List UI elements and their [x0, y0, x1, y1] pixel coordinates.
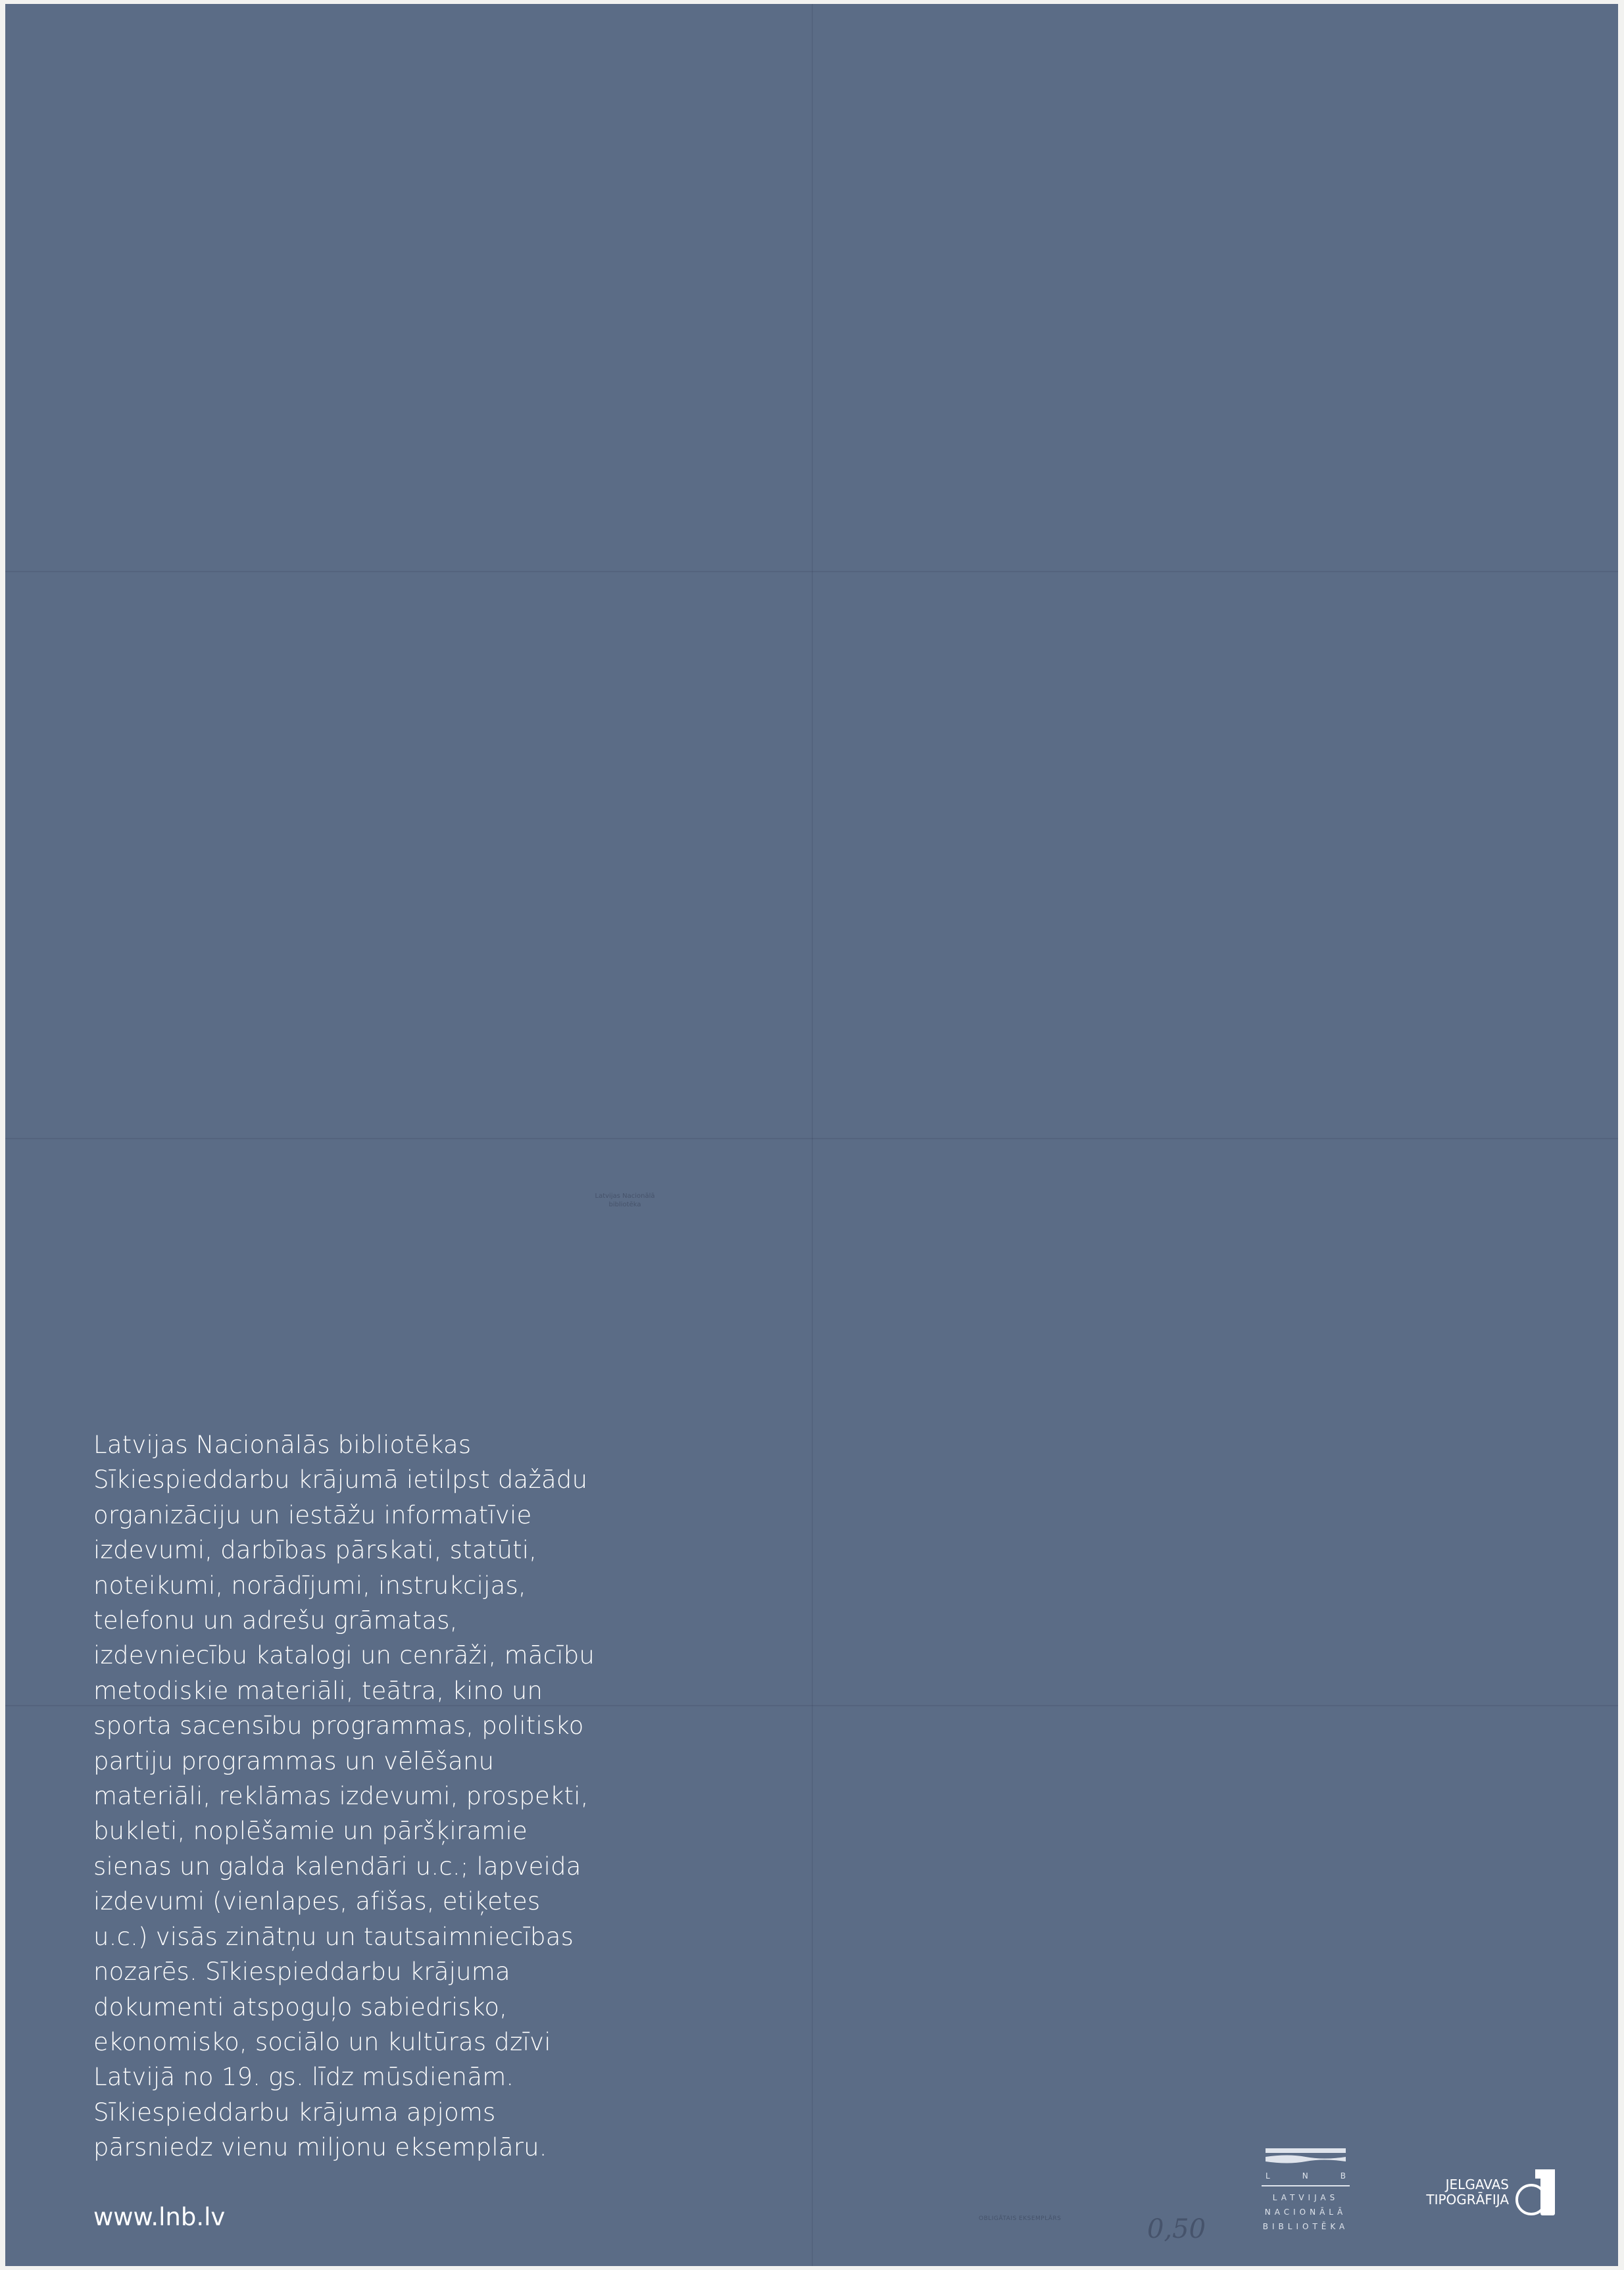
lnb-word: BIBLIOTĒKA — [1262, 2222, 1349, 2231]
lnb-word: NACIONĀLĀ — [1264, 2208, 1347, 2217]
paragraph-line: Sīkiespieddarbu krājumā ietilpst dažādu — [93, 1466, 588, 1494]
stamp-line-1: Latvijas Nacionālā — [595, 1193, 655, 1200]
poster-sheet — [5, 4, 1618, 2266]
lnb-word: LATVIJAS — [1272, 2193, 1339, 2202]
paragraph-line: nozarēs. Sīkiespieddarbu krājuma — [93, 1958, 510, 1986]
paragraph-line: bukleti, noplēšamie un pāršķiramie — [93, 1817, 528, 1846]
paragraph-line: u.c.) visās zinātņu un tautsaimniecības — [93, 1922, 574, 1951]
lnb-letters — [1262, 2171, 1350, 2181]
paragraph-line: materiāli, reklāmas izdevumi, prospekti, — [93, 1782, 589, 1811]
lnb-logo — [1262, 2147, 1350, 2233]
paragraph-line: izdevniecību katalogi un cenrāži, mācību — [93, 1641, 595, 1670]
paragraph-line: partiju programmas un vēlēšanu — [93, 1746, 495, 1775]
horizontal-fold-line — [5, 571, 1618, 572]
library-stamp — [579, 1192, 671, 1209]
printer-logo-text — [1426, 2177, 1509, 2208]
paragraph-line: metodiskie materiāli, teātra, kino un — [93, 1676, 543, 1705]
printer-logo-line: JELGAVAS — [1445, 2177, 1509, 2192]
lnb-letter: B — [1340, 2171, 1346, 2181]
vertical-fold-line — [812, 4, 813, 2266]
paragraph-line: izdevumi, darbības pārskati, statūti, — [93, 1536, 537, 1565]
printer-logo — [1419, 2168, 1564, 2221]
paragraph-line: organizāciju un iestāžu informatīvie — [93, 1500, 532, 1529]
paragraph-line: noteikumi, norādījumi, instrukcijas, — [93, 1571, 526, 1600]
lnb-letter: L — [1266, 2171, 1270, 2181]
lnb-wave-icon — [1262, 2147, 1350, 2167]
paragraph-line: telefonu un adrešu grāmatas, — [93, 1606, 458, 1635]
horizontal-fold-line — [5, 1138, 1618, 1139]
website-link[interactable]: www.lnb.lv — [93, 2203, 226, 2231]
printer-mark-icon — [1512, 2168, 1564, 2221]
handwritten-price: 0,50 — [1147, 2214, 1206, 2244]
paragraph-line: Sīkiespieddarbu krājuma apjoms — [93, 2098, 496, 2127]
paragraph-line: Latvijas Nacionālās bibliotēkas — [93, 1431, 472, 1459]
paragraph-line: Latvijā no 19. gs. līdz mūsdienām. — [93, 2063, 514, 2092]
paragraph-line: izdevumi (vienlapes, afišas, etiķetes — [93, 1887, 541, 1916]
legal-deposit-note: OBLIGĀTAIS EKSEMPLĀRS — [979, 2215, 1062, 2222]
paragraph-line: sporta sacensību programmas, politisko — [93, 1712, 584, 1740]
paragraph-line: pārsniedz vienu miljonu eksemplāru. — [93, 2133, 547, 2162]
lnb-divider — [1262, 2185, 1350, 2186]
paragraph-line: ekonomisko, sociālo un kultūras dzīvi — [93, 2027, 551, 2056]
stamp-line-2: bibliotēka — [608, 1201, 641, 1208]
paragraph-line: dokumenti atspoguļo sabiedrisko, — [93, 1992, 508, 2021]
paragraph-line: sienas un galda kalendāri u.c.; lapveida — [93, 1852, 581, 1881]
printer-logo-line: TIPOGRĀFIJA — [1426, 2192, 1509, 2208]
lnb-letter: N — [1302, 2171, 1308, 2181]
description-paragraph — [93, 1427, 659, 2165]
